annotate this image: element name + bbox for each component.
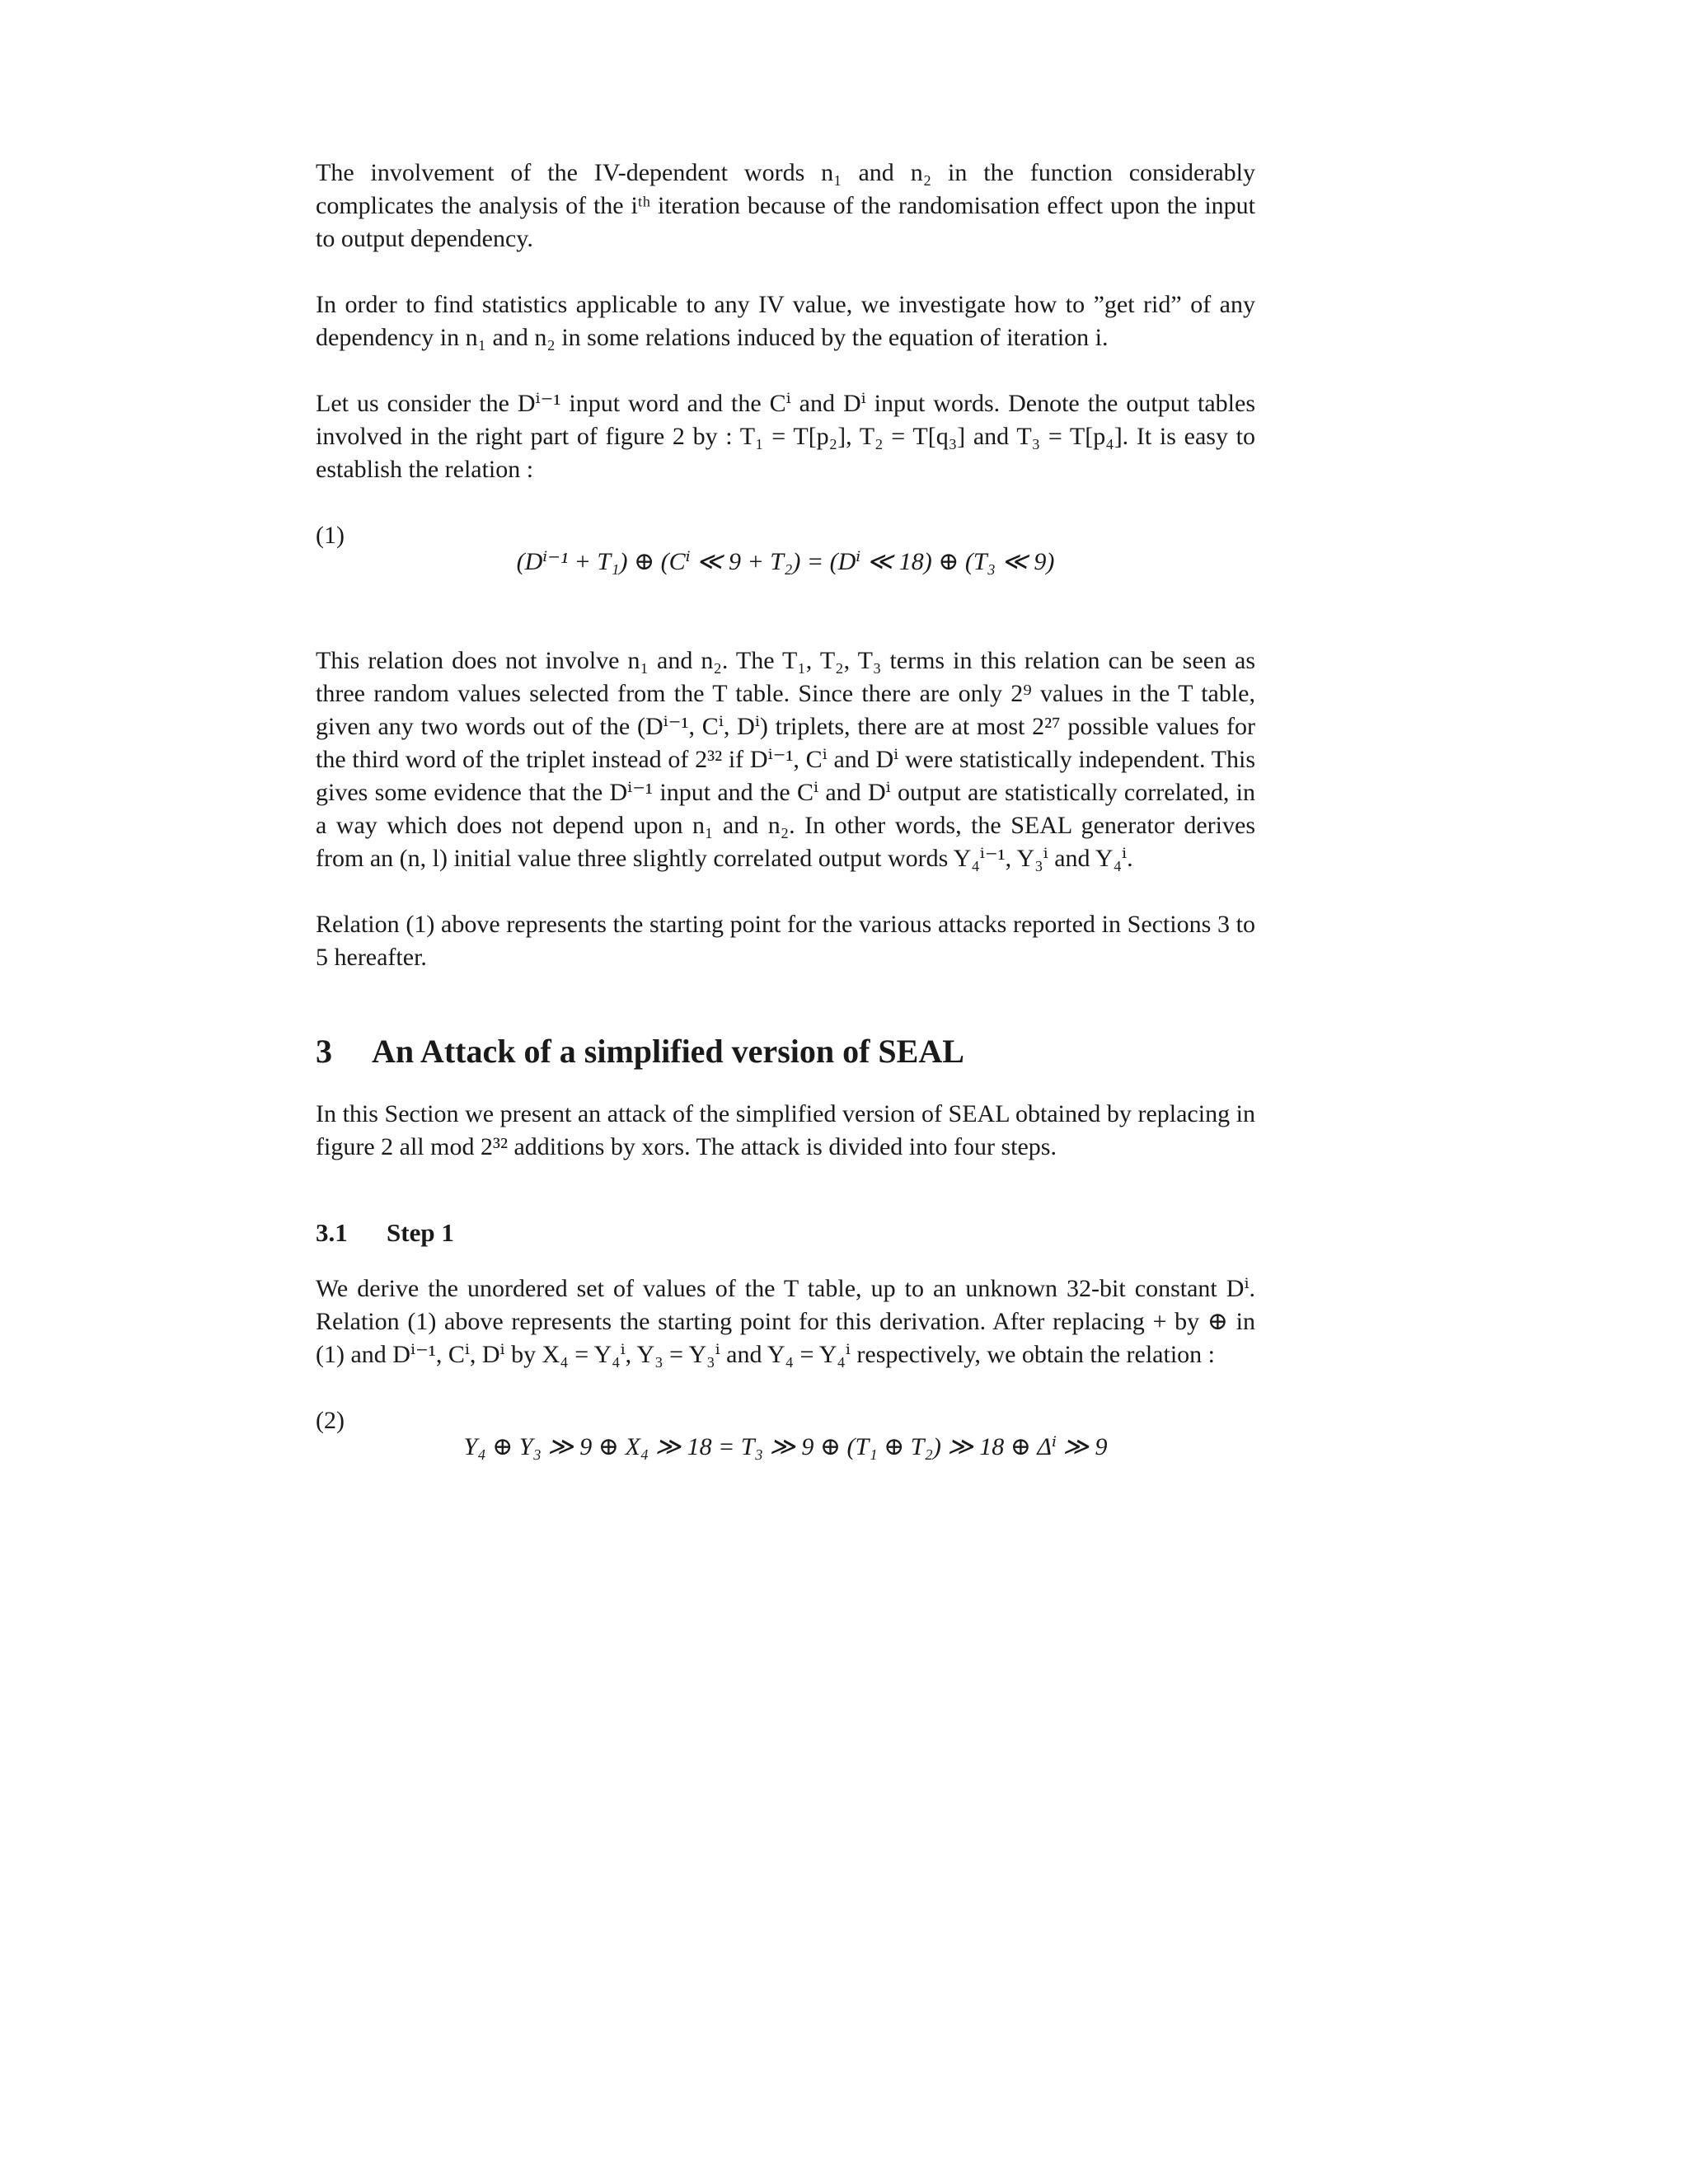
- equation-2: Y₄ ⊕ Y₃ ≫ 9 ⊕ X₄ ≫ 18 = T₃ ≫ 9 ⊕ (T₁ ⊕ T₂) ≫ 18 ⊕ Δⁱ ≫ 9: [463, 1433, 1108, 1460]
- section-title: An Attack of a simplified version of SEAL: [372, 1033, 964, 1070]
- equation-1: (Dⁱ⁻¹ + T₁) ⊕ (Cⁱ ≪ 9 + T₂) = (Dⁱ ≪ 18) ⊕ (T₃ ≪ 9): [516, 548, 1055, 575]
- paper-page: [316, 157, 1255, 1464]
- paragraph-iv-dependence: The involvement of the IV-dependent words n₁ and n₂ in the function considerably complicates the analysis of the iᵗʰ iteration because of the randomisation effect upon the input to output dependency.: [316, 159, 1255, 252]
- subsection-number: 3.1: [316, 1218, 348, 1247]
- subsection-title: Step 1: [387, 1218, 454, 1247]
- paragraph-statistics-goal: In order to find statistics applicable to any IV value, we investigate how to ”get rid” of any dependency in n₁ and n₂ in some relations induced by the equation of iteration i.: [316, 291, 1255, 351]
- subsection-heading: [316, 1216, 1255, 1249]
- equation-2-label: (2): [316, 1407, 345, 1434]
- paragraph-starting-point: Relation (1) above represents the starting point for the various attacks reported in Sections 3 to 5 hereafter.: [316, 911, 1255, 971]
- section-number: 3: [316, 1033, 332, 1070]
- equation-1-label: (1): [316, 522, 345, 549]
- paragraph-output-tables: Let us consider the Dⁱ⁻¹ input word and the Cⁱ and Dⁱ input words. Denote the output tables involved in the right part of figure 2 by : T₁ = T[p₂], T₂ = T[q₃] and T₃ = T[p₄]. It is easy to establish the relation :: [316, 390, 1255, 483]
- paragraph-section-intro: In this Section we present an attack of the simplified version of SEAL obtained by replacing in figure 2 all mod 2³² additions by xors. The attack is divided into four steps.: [316, 1100, 1255, 1160]
- paragraph-step1-derivation: We derive the unordered set of values of the T table, up to an unknown 32-bit constant Dⁱ. Relation (1) above represents the starting point for this derivation. After replacing + by ⊕ in (1) and Dⁱ⁻¹, Cⁱ, Dⁱ by X₄ = Y₄ⁱ, Y₃ = Y₃ⁱ and Y₄ = Y₄ⁱ respectively, we obtain the relation :: [316, 1275, 1255, 1368]
- section-heading: [316, 1032, 1255, 1071]
- paragraph-correlation-evidence: This relation does not involve n₁ and n₂. The T₁, T₂, T₃ terms in this relation can be seen as three random values selected from the T table. Since there are only 2⁹ values in the T table, given any two words out of the (Dⁱ⁻¹, Cⁱ, Dⁱ) triplets, there are at most 2²⁷ possible values for the third word of the triplet instead of 2³² if Dⁱ⁻¹, Cⁱ and Dⁱ were statistically independent. This gives some evidence that the Dⁱ⁻¹ input and the Cⁱ and Dⁱ output are statistically correlated, in a way which does not depend upon n₁ and n₂. In other words, the SEAL generator derives from an (n, l) initial value three slightly correlated output words Y₄ⁱ⁻¹, Y₃ⁱ and Y₄ⁱ.: [316, 647, 1255, 872]
